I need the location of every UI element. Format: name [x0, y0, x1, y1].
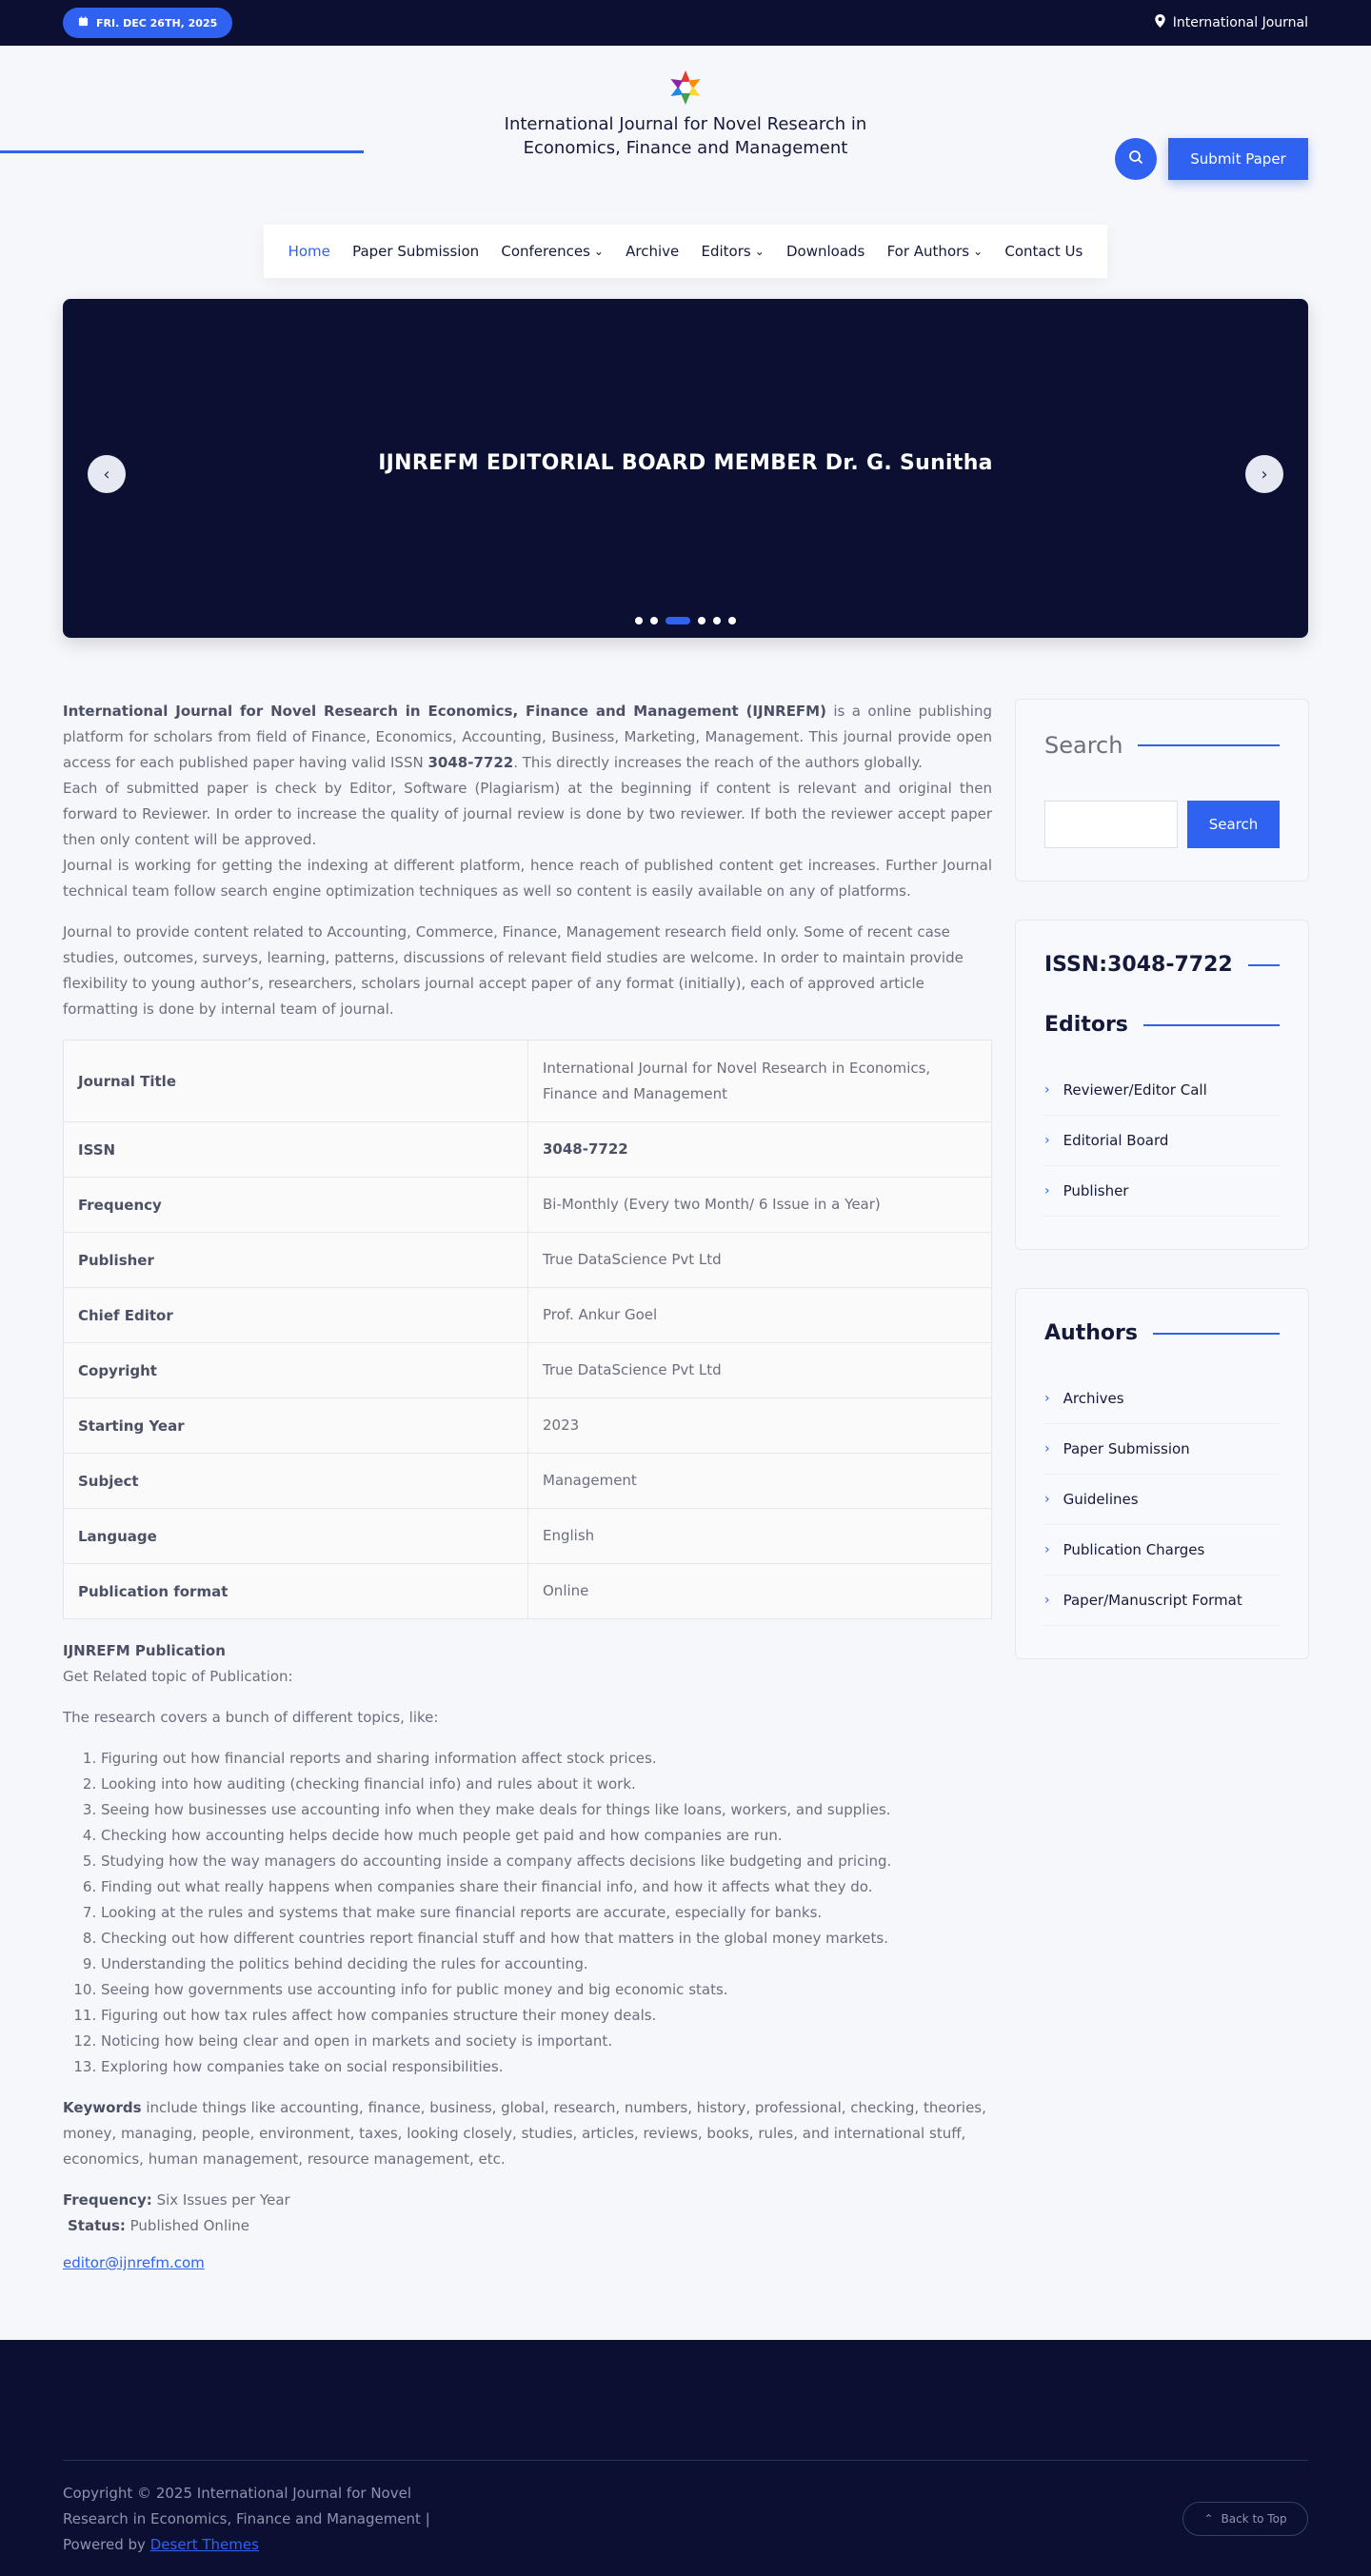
list-item: 2. Looking into how auditing (checking financial info) and rules about it work. — [101, 1772, 992, 1797]
table-value: True DataScience Pvt Ltd — [528, 1233, 992, 1288]
nav-contact-us[interactable] — [1004, 243, 1083, 260]
submit-paper-button[interactable]: Submit Paper — [1168, 138, 1308, 180]
status-value: Published Online — [125, 2217, 250, 2234]
sidebar-link[interactable] — [1044, 1374, 1280, 1424]
sidebar-link[interactable] — [1044, 1575, 1280, 1626]
nav-downloads[interactable] — [786, 243, 864, 260]
intro-paragraph-2: Each of submitted paper is check by Editor, Software (Plagiarism) at the beginning if content is relevant and original then forward to Reviewer. In order to increase the quality of journal review is done by two reviewer. If both the reviewer accept paper then only content will be approved. — [63, 780, 992, 848]
table-value: Bi-Monthly (Every two Month/ 6 Issue in a Year) — [528, 1178, 992, 1233]
chevron-right-icon: › — [1044, 1133, 1050, 1148]
slider-dot[interactable] — [713, 617, 721, 624]
site-footer — [0, 2340, 1371, 2576]
nav-label: Downloads — [785, 243, 865, 260]
top-right-label[interactable] — [1155, 14, 1308, 31]
table-row — [64, 1454, 992, 1509]
table-row — [64, 1040, 992, 1122]
intro-paragraph-4: Journal to provide content related to Accounting, Commerce, Finance, Management research field only. Some of recent case studies, outcomes, surveys, learning, patterns, discussions of relevant field studies are welcome. In order to maintain provide flexibility to young author’s, researchers, scholars journal accept paper of any format (initially), each of approved article formatting is done by internal team of journal. — [63, 923, 964, 1018]
intro-paragraph-1 — [63, 699, 992, 776]
hero-slider — [63, 299, 1308, 638]
widget-title-text: ISSN:3048-7722 — [1044, 953, 1233, 977]
authors-widget — [1015, 1288, 1309, 1659]
slider-dot[interactable] — [650, 617, 658, 624]
chevron-right-icon: › — [1044, 1183, 1050, 1199]
location-pin-icon — [1155, 14, 1165, 31]
editors-title — [1044, 1013, 1280, 1037]
topics-list — [63, 1746, 992, 2080]
editors-widget — [1015, 920, 1309, 1250]
slider-dots — [63, 617, 1308, 624]
chevron-right-icon: › — [1044, 1492, 1050, 1507]
copyright-text — [63, 2481, 463, 2558]
chevron-down-icon: ⌄ — [973, 245, 984, 258]
copyright-line2: Research in Economics, Finance and Management | — [63, 2510, 430, 2527]
copyright-line1: Copyright © 2025 International Journal for Novel — [63, 2485, 411, 2502]
site-title-line1: International Journal for Novel Research in — [504, 114, 867, 134]
chevron-left-icon: ‹ — [103, 464, 110, 485]
search-input[interactable] — [1044, 801, 1178, 848]
widget-title-text: Editors — [1044, 1013, 1128, 1037]
status-label: Status: — [68, 2217, 126, 2234]
sidebar-link-label: Reviewer/Editor Call — [1063, 1081, 1207, 1099]
widget-title-text: Search — [1044, 732, 1123, 759]
chevron-down-icon: ⌄ — [593, 245, 604, 258]
slider-dot-active[interactable] — [666, 617, 690, 624]
publication-subtitle: Get Related topic of Publication: — [63, 1668, 293, 1685]
top-right-text: International Journal — [1172, 15, 1308, 30]
list-item: 10. Seeing how governments use accounting info for public money and big economic stats. — [101, 1977, 992, 2003]
nav-editors[interactable] — [702, 243, 765, 260]
chevron-right-icon: › — [1044, 1391, 1050, 1406]
nav-archive[interactable] — [626, 243, 679, 260]
journal-name: International Journal for Novel Research in Economics, Finance and Management (IJNREFM) — [63, 703, 826, 720]
publication-lead: The research covers a bunch of different topics, like: — [63, 1709, 439, 1726]
chevron-right-icon: › — [1044, 1441, 1050, 1456]
sidebar-link-label: Publication Charges — [1063, 1541, 1205, 1558]
sidebar-link[interactable] — [1044, 1475, 1280, 1525]
list-item: 9. Understanding the politics behind deciding the rules for accounting. — [101, 1952, 992, 1977]
authors-links — [1044, 1374, 1280, 1626]
nav-conferences[interactable] — [501, 243, 604, 260]
table-key: Subject — [64, 1454, 528, 1509]
keywords-text: include things like accounting, finance, business, global, research, numbers, history, professional, checking, theories, money, managing, people, environment, taxes, looking closely, studies, articles, reviews, books, rules, and international stuff, economics, human management, resource management, etc. — [63, 2099, 986, 2168]
list-item: 4. Checking how accounting helps decide how much people get paid and how companies are run. — [101, 1823, 992, 1849]
authors-title — [1044, 1321, 1280, 1345]
table-value: 3048-7722 — [528, 1122, 992, 1178]
site-title — [0, 112, 1371, 160]
list-item: 7. Looking at the rules and systems that make sure financial reports are accurate, especially for banks. — [101, 1900, 992, 1926]
list-item: 12. Noticing how being clear and open in markets and society is important. — [101, 2029, 992, 2054]
header-search-button[interactable] — [1115, 138, 1157, 180]
slider-dot[interactable] — [698, 617, 705, 624]
table-key: Journal Title — [64, 1040, 528, 1122]
table-value: Prof. Ankur Goel — [528, 1288, 992, 1343]
site-header — [0, 46, 1371, 168]
table-row — [64, 1564, 992, 1619]
chevron-down-icon: ⌄ — [754, 245, 765, 258]
table-row — [64, 1343, 992, 1398]
sidebar-link-label: Paper/Manuscript Format — [1063, 1592, 1242, 1609]
search-widget-title — [1044, 732, 1280, 759]
table-row — [64, 1398, 992, 1454]
nav-label: Conferences — [501, 243, 590, 260]
main-nav — [264, 225, 1107, 278]
nav-label: For Authors — [886, 243, 970, 260]
footer-divider — [63, 2460, 1308, 2461]
back-to-top-label: Back to Top — [1221, 2512, 1287, 2526]
table-row — [64, 1233, 992, 1288]
sidebar-link-label: Paper Submission — [1063, 1440, 1190, 1457]
search-button[interactable]: Search — [1187, 801, 1280, 848]
widget-title-text: Authors — [1044, 1321, 1138, 1345]
chevron-right-icon: › — [1261, 464, 1268, 485]
slider-next-button[interactable] — [1245, 455, 1283, 493]
chevron-up-icon: ⌃ — [1203, 2512, 1214, 2526]
top-bar — [0, 0, 1371, 46]
list-item: 3. Seeing how businesses use accounting info when they make deals for things like loans, workers, and supplies. — [101, 1797, 992, 1823]
table-value: International Journal for Novel Research in Economics, Finance and Management — [528, 1040, 992, 1122]
powered-by-line — [63, 2532, 463, 2558]
table-key: Copyright — [64, 1343, 528, 1398]
sidebar-link-label: Archives — [1063, 1390, 1124, 1407]
search-icon — [1128, 149, 1143, 168]
status-line — [63, 2213, 992, 2239]
list-item: 5. Studying how the way managers do accounting inside a company affects decisions like budgeting and pricing. — [101, 1849, 992, 1874]
chevron-right-icon: › — [1044, 1082, 1050, 1098]
title-underline — [1153, 1333, 1280, 1335]
sidebar — [1015, 699, 1309, 2271]
table-value: English — [528, 1509, 992, 1564]
chevron-right-icon: › — [1044, 1542, 1050, 1557]
intro-text-b: . This directly increases the reach of the authors globally. — [513, 754, 923, 771]
table-key: Publisher — [64, 1233, 528, 1288]
nav-home[interactable] — [288, 243, 330, 260]
back-to-top-button[interactable] — [1182, 2502, 1308, 2536]
main-column — [63, 699, 992, 2271]
table-row — [64, 1178, 992, 1233]
frequency-line — [63, 2188, 992, 2213]
slider-dot[interactable] — [635, 617, 643, 624]
brand[interactable] — [0, 67, 1371, 160]
list-item: 6. Finding out what really happens when companies share their financial info, and how it affects what they do. — [101, 1874, 992, 1900]
chevron-right-icon: › — [1044, 1593, 1050, 1608]
title-underline — [1138, 744, 1280, 746]
table-key: ISSN — [64, 1122, 528, 1178]
issn-title — [1044, 953, 1280, 977]
nav-label: Paper Submission — [352, 243, 480, 260]
editors-links — [1044, 1065, 1280, 1217]
date-text: FRI. DEC 26TH, 2025 — [96, 16, 218, 30]
intro-text-a: is a online publishing platform for scholars from field of Finance, Economics, Accounting, Business, Marketing, Management. This journal provide open access for each published paper having valid ISSN — [63, 703, 992, 771]
table-value: Online — [528, 1564, 992, 1619]
table-key: Starting Year — [64, 1398, 528, 1454]
keywords-paragraph — [63, 2095, 992, 2172]
sidebar-link[interactable] — [1044, 1065, 1280, 1116]
list-item: 1. Figuring out how financial reports and sharing information affect stock prices. — [101, 1746, 992, 1772]
sidebar-link[interactable] — [1044, 1116, 1280, 1166]
hero-slide-title: IJNREFM EDITORIAL BOARD MEMBER Dr. G. Sunitha — [378, 451, 993, 475]
publication-title: IJNREFM Publication — [63, 1642, 226, 1659]
intro-paragraph-3: Journal is working for getting the indexing at different platform, hence reach of published content get increases. Further Journal technical team follow search engine optimization techniques as well so content is easily available on any of platforms. — [63, 857, 992, 900]
nav-label: Contact Us — [1004, 243, 1083, 260]
title-underline — [1143, 1024, 1280, 1026]
sidebar-link[interactable] — [1044, 1424, 1280, 1475]
frequency-value: Six Issues per Year — [151, 2191, 290, 2209]
calendar-icon — [78, 16, 89, 30]
nav-for-authors[interactable] — [887, 243, 984, 260]
table-key: Language — [64, 1509, 528, 1564]
table-key: Publication format — [64, 1564, 528, 1619]
editor-email-link[interactable]: editor@ijnrefm.com — [63, 2254, 205, 2271]
table-row — [64, 1122, 992, 1178]
nav-label: Archive — [626, 243, 680, 260]
table-value: 2023 — [528, 1398, 992, 1454]
search-widget — [1015, 699, 1309, 882]
slider-prev-button[interactable] — [88, 455, 126, 493]
journal-info-table — [63, 1040, 992, 1619]
slider-dot[interactable] — [728, 617, 736, 624]
nav-paper-submission[interactable] — [352, 243, 479, 260]
sidebar-link-label: Guidelines — [1063, 1491, 1139, 1508]
keywords-label: Keywords — [63, 2099, 142, 2116]
frequency-label: Frequency: — [63, 2191, 152, 2209]
table-row — [64, 1288, 992, 1343]
theme-link[interactable]: Desert Themes — [149, 2536, 259, 2553]
nav-label: Home — [288, 243, 330, 260]
search-form — [1044, 801, 1280, 848]
title-underline — [1248, 964, 1280, 966]
table-value: Management — [528, 1454, 992, 1509]
list-item: 8. Checking out how different countries report financial stuff and how that matters in the global money markets. — [101, 1926, 992, 1952]
journal-logo-icon — [665, 67, 706, 109]
content-area — [63, 699, 1308, 2271]
table-value: True DataScience Pvt Ltd — [528, 1343, 992, 1398]
nav-label: Editors — [701, 243, 751, 260]
list-item: 11. Figuring out how tax rules affect how companies structure their money deals. — [101, 2003, 992, 2029]
site-title-line2: Economics, Finance and Management — [523, 138, 848, 158]
sidebar-link[interactable] — [1044, 1525, 1280, 1575]
list-item: 13. Exploring how companies take on social responsibilities. — [101, 2054, 992, 2080]
table-key: Frequency — [64, 1178, 528, 1233]
table-key: Chief Editor — [64, 1288, 528, 1343]
sidebar-link-label: Publisher — [1063, 1182, 1129, 1199]
sidebar-link-label: Editorial Board — [1063, 1132, 1169, 1149]
date-badge — [63, 8, 232, 38]
sidebar-link[interactable] — [1044, 1166, 1280, 1217]
table-row — [64, 1509, 992, 1564]
intro-issn: 3048-7722 — [427, 754, 514, 771]
powered-by-label: Powered by — [63, 2536, 150, 2553]
